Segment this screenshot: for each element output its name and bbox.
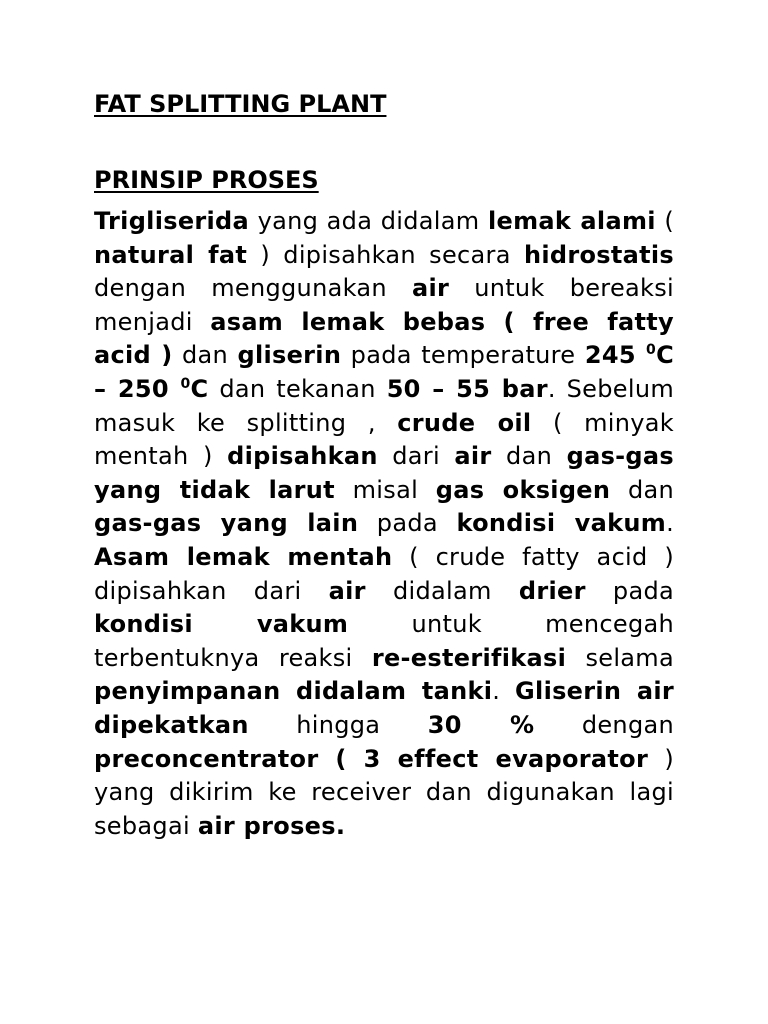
bold-term: crude oil bbox=[397, 408, 532, 437]
text-run: ) yang dikirim ke receiver dan digunakan lagi sebagai bbox=[94, 744, 674, 840]
text-run: ) dipisahkan secara bbox=[247, 240, 524, 269]
bold-term: 50 – 55 bar bbox=[386, 374, 548, 403]
bold-term: lemak alami bbox=[488, 207, 656, 235]
bold-term: C – 250 bbox=[94, 341, 674, 403]
bold-term: hidrostatis bbox=[523, 240, 674, 269]
degree-superscript: 0 bbox=[646, 342, 657, 359]
text-run: dari bbox=[377, 442, 455, 471]
bold-term: drier bbox=[518, 576, 586, 605]
bold-term: 30 % bbox=[427, 710, 535, 739]
bold-term: kondisi vakum bbox=[456, 509, 667, 538]
text-run: misal bbox=[334, 475, 436, 504]
text-run: . bbox=[666, 509, 674, 538]
bold-term: preconcentrator ( 3 effect evaporator bbox=[94, 744, 649, 773]
text-run: ( minyak mentah ) bbox=[94, 408, 674, 471]
text-run: dan bbox=[491, 442, 567, 471]
text-run: yang ada didalam bbox=[249, 207, 488, 235]
text-run: dan tekanan bbox=[208, 374, 387, 403]
text-run: dengan bbox=[534, 710, 674, 739]
bold-term: Trigliserida bbox=[94, 207, 250, 235]
text-run: hingga bbox=[248, 710, 428, 739]
bold-term: C bbox=[190, 374, 209, 403]
text-run: dan bbox=[172, 341, 238, 370]
section-heading: PRINSIP PROSES bbox=[94, 166, 319, 194]
text-run: . Sebelum masuk ke splitting , bbox=[94, 374, 675, 437]
bold-term: re-esterifikasi bbox=[371, 643, 567, 672]
text-run: pada bbox=[358, 509, 457, 538]
bold-term: gliserin bbox=[237, 341, 342, 370]
text-run: ( bbox=[655, 207, 674, 235]
bold-term: Gliserin air dipekatkan bbox=[94, 677, 675, 739]
text-run: dengan menggunakan bbox=[94, 274, 412, 303]
bold-term: air bbox=[328, 576, 366, 605]
body-paragraph bbox=[94, 205, 674, 843]
bold-term: air bbox=[411, 274, 450, 303]
bold-term: kondisi vakum bbox=[94, 610, 349, 639]
bold-term: asam lemak bebas ( free fatty acid ) bbox=[94, 307, 674, 370]
bold-term: gas-gas yang lain bbox=[94, 509, 359, 538]
bold-term: gas oksigen bbox=[435, 475, 611, 504]
bold-term: air bbox=[454, 442, 492, 471]
text-run: ( crude fatty acid ) dipisahkan dari bbox=[94, 542, 674, 605]
text-run: . bbox=[492, 677, 516, 706]
bold-term: 245 bbox=[584, 341, 647, 370]
degree-superscript: 0 bbox=[180, 375, 191, 392]
text-run: dan bbox=[610, 475, 674, 504]
bold-term: natural fat bbox=[94, 240, 248, 269]
text-run: didalam bbox=[365, 576, 519, 605]
text-run: pada bbox=[585, 576, 675, 605]
bold-term: gas-gas yang tidak larut bbox=[94, 442, 674, 504]
document-title: FAT SPLITTING PLANT bbox=[94, 90, 387, 118]
text-run: selama bbox=[566, 643, 674, 672]
bold-term: air proses. bbox=[197, 811, 346, 840]
text-run: untuk mencegah terbentuknya reaksi bbox=[94, 610, 674, 672]
text-run: pada temperature bbox=[341, 341, 585, 370]
text-run: untuk bereaksi menjadi bbox=[94, 274, 674, 336]
bold-term: dipisahkan bbox=[227, 442, 378, 471]
bold-term: Asam lemak mentah bbox=[94, 542, 393, 571]
bold-term: penyimpanan didalam tanki bbox=[94, 677, 493, 706]
document-page bbox=[94, 84, 674, 843]
